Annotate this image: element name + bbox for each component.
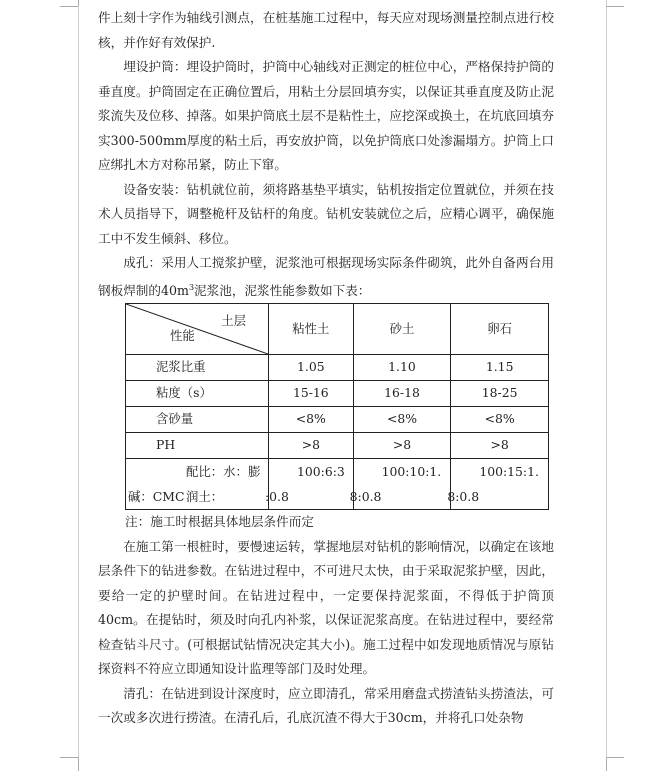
row-label: 泥浆比重 bbox=[126, 355, 269, 381]
row-label: PH bbox=[126, 433, 269, 459]
crop-mark bbox=[78, 757, 79, 771]
table-cell: 1.15 bbox=[451, 355, 549, 381]
diagonal-header-cell bbox=[126, 304, 269, 355]
column-header-pebble: 卵石 bbox=[451, 304, 549, 355]
paragraph-drilling: 在施工第一根桩时，要慢速运转，掌握地层对钻机的影响情况，以确定在该地层条件下的钻进参数。在钻进过程中，不可进尺太快，由于采取泥浆护壁，因此，要给一定的护壁时间。在钻进过程中，一定要保持泥浆面，不得低于护筒顶40cm。在提钻时，须及时向孔内补浆，以保证泥浆高度。在钻进过程中，要经常检查钻斗尺寸。(可根据试钻情况决定其大小)。施工过程中如发现地质情况与原钻探资料不符应立即通知设计监理等部门及时处理。 bbox=[98, 538, 554, 677]
table-note: 注：施工时根据具体地层条件而定 bbox=[125, 514, 314, 530]
table-cell: 15-16 bbox=[269, 381, 354, 407]
table-header-row bbox=[126, 304, 549, 355]
row-label: 含砂量 bbox=[126, 407, 269, 433]
ratio-label-line1: 配比：水：膨润土： bbox=[186, 464, 261, 505]
crop-mark bbox=[78, 0, 79, 6]
table-row bbox=[126, 407, 549, 433]
table-cell: >8 bbox=[353, 433, 451, 459]
crop-mark bbox=[606, 757, 607, 771]
hole-forming-text: 成孔：采用人工搅浆护壁，泥浆池可根据现场实际条件砌筑，此外自备两台用钢板焊制的40m bbox=[98, 255, 554, 298]
table-cell: >8 bbox=[451, 433, 549, 459]
paragraph-equipment: 设备安装：钻机就位前，须将路基垫平填实，钻机按指定位置就位，并须在技术人员指导下，调整桅杆及钻杆的角度。钻机安装就位之后，应精心调平，确保施工中不发生倾斜、移位。 bbox=[98, 181, 554, 246]
crop-mark bbox=[606, 757, 624, 758]
table-cell: <8% bbox=[353, 407, 451, 433]
table-cell: <8% bbox=[451, 407, 549, 433]
row-label: 粘度（s） bbox=[126, 381, 269, 407]
paragraph-hole-forming bbox=[98, 251, 554, 303]
table-cell bbox=[447, 459, 549, 510]
paragraph-casing: 埋设护筒：埋设护筒时，护筒中心轴线对正测定的桩位中心，严格保持护筒的垂直度。护筒固定在正确位置后，用粘土分层回填夯实，以保证其垂直度及防止泥浆流失及位移、掉落。如果护筒底土层不是粘性土，应挖深或换土，在坑底回填夯实300-500mm厚度的粘土后，再安放护筒，以免护筒底口处渗漏塌方。护筒上口应绑扎木方对称吊紧，防止下窜。 bbox=[98, 59, 554, 172]
ratio-value-line2: 8:0.8 bbox=[349, 489, 382, 505]
page-left-edge bbox=[78, 0, 79, 771]
table-cell: <8% bbox=[269, 407, 354, 433]
page-right-edge bbox=[606, 0, 607, 771]
ratio-value-line1: 100:6:3 bbox=[297, 464, 345, 480]
table-cell: 1.10 bbox=[353, 355, 451, 381]
ratio-label-line2: 碱：CMC bbox=[128, 489, 185, 505]
header-soil-label: 土层 bbox=[221, 313, 246, 329]
crop-mark bbox=[606, 6, 624, 7]
ratio-value-line2: 8:0.8 bbox=[447, 489, 480, 505]
header-property-label: 性能 bbox=[170, 327, 195, 343]
paragraph-hole-cleaning: 清孔：在钻进到设计深度时，应立即清孔，常采用磨盘式捞渣钻头捞渣法，可一次或多次进行捞渣。在清孔后，孔底沉渣不得大于30cm，并将孔口处杂物 bbox=[98, 685, 554, 726]
table-cell: 16-18 bbox=[353, 381, 451, 407]
crop-mark bbox=[60, 6, 78, 7]
hole-forming-suffix: 泥浆池，泥浆性能参数如下表： bbox=[194, 282, 371, 298]
superscript-3: 3 bbox=[188, 282, 195, 292]
table-cell: 18-25 bbox=[451, 381, 549, 407]
table-cell: 1.05 bbox=[269, 355, 354, 381]
column-header-clay: 粘性土 bbox=[269, 304, 354, 355]
crop-mark bbox=[60, 757, 78, 758]
table-row bbox=[126, 433, 549, 459]
column-header-sand: 砂土 bbox=[353, 304, 451, 355]
diagonal-line bbox=[126, 304, 268, 354]
table-cell: >8 bbox=[269, 433, 354, 459]
row-label-ratio bbox=[126, 459, 269, 510]
mud-properties-table bbox=[125, 303, 549, 510]
table-row bbox=[126, 355, 549, 381]
ratio-value-line2: :0.8 bbox=[265, 489, 289, 505]
paragraph-survey-points: 件上刻十字作为轴线引测点，在桩基施工过程中，每天应对现场测量控制点进行校核，并作好有效保护. bbox=[98, 10, 554, 50]
ratio-value-line1: 100:15:1. bbox=[479, 464, 539, 480]
table-row bbox=[126, 381, 549, 407]
table-row-ratio bbox=[126, 459, 549, 510]
document-body bbox=[98, 6, 554, 731]
ratio-value-line1: 100:10:1. bbox=[381, 464, 442, 480]
table-cell bbox=[265, 459, 354, 510]
table-cell bbox=[349, 459, 451, 510]
